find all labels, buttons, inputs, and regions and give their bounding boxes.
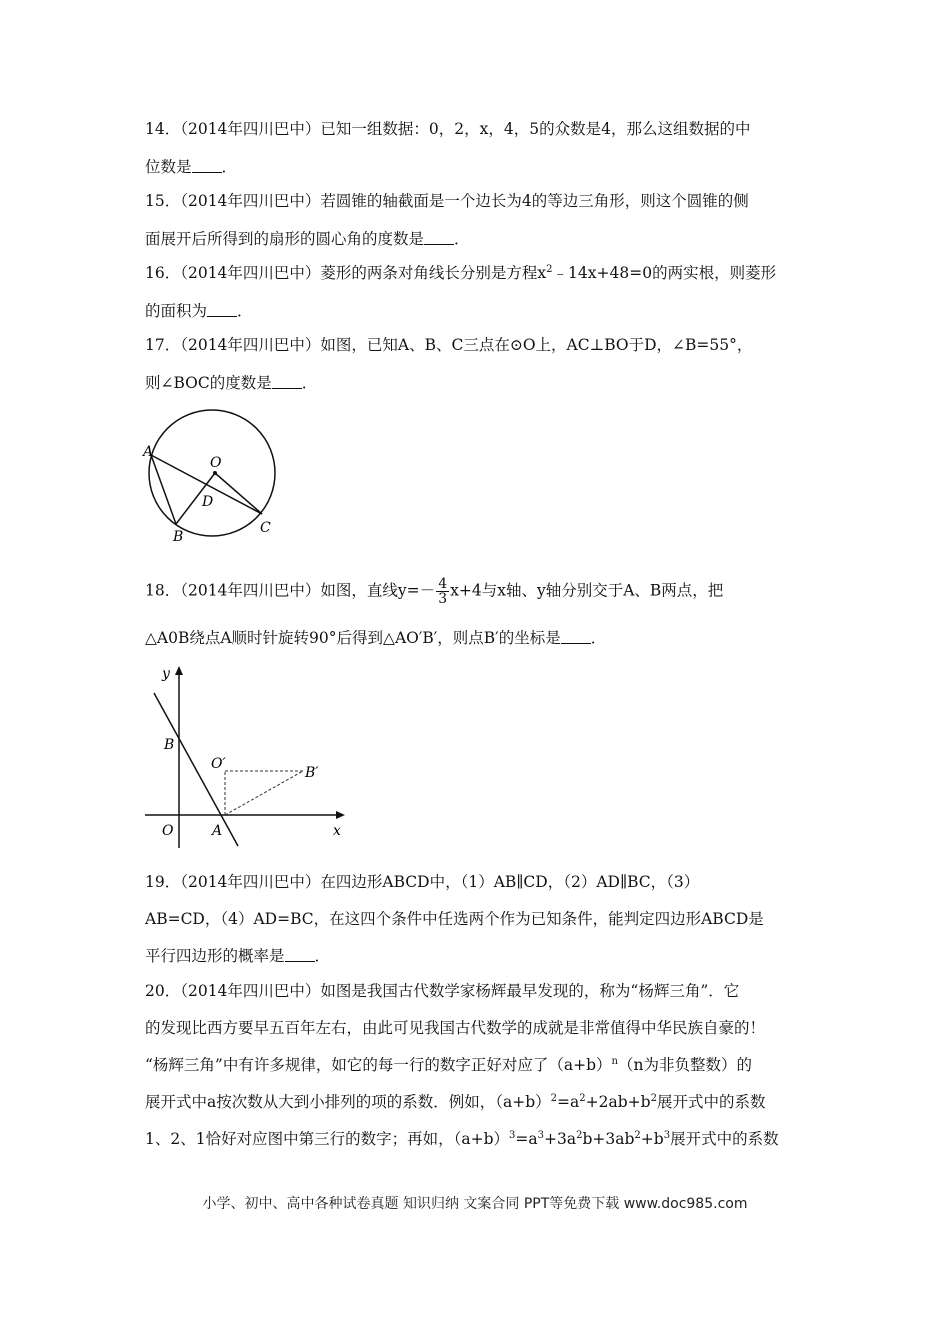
- fraction-numerator: 4: [438, 576, 448, 592]
- answer-blank: [272, 376, 302, 389]
- q18-text: △A0B绕点A顺时针旋转90°后得到△AO′B′，则点B′的坐标是: [145, 629, 561, 647]
- page-footer: 小学、初中、高中各种试卷真题 知识归纳 文案合同 PPT等免费下载 www.doc985.com: [202, 1196, 748, 1212]
- q14-line1: 14．（2014年四川巴中）已知一组数据：0，2，x，4，5的众数是4，那么这组数据的中: [145, 120, 751, 138]
- q20-l5-c: +3a: [543, 1130, 577, 1148]
- x-axis-arrow: [336, 811, 345, 819]
- q17-line2: [145, 373, 317, 393]
- q20-l5-sup3: 2: [576, 1130, 583, 1141]
- q18-line2: [145, 628, 606, 648]
- q20-line2: 的发现比西方要早五百年左右，由此可见我国古代数学的成就是非常值得中华民族自豪的！: [145, 1019, 766, 1037]
- q16-text: 的面积为: [145, 302, 208, 320]
- q20-l3-a: “杨辉三角”中有许多规律，如它的每一行的数字正好对应了（a+b）: [145, 1056, 612, 1074]
- q19-text: 平行四边形的概率是: [145, 947, 285, 965]
- q16-sup: 2: [546, 264, 553, 275]
- q20-l3-b: （n为非负整数）的: [617, 1056, 752, 1074]
- q20-line3: [145, 1055, 752, 1075]
- circle-figure: [135, 408, 295, 548]
- q20-l5-b: =a: [515, 1130, 538, 1148]
- q15-text: 面展开后所得到的扇形的圆心角的度数是: [145, 230, 425, 248]
- q16-text-a: 16．（2014年四川巴中）菱形的两条对角线长分别是方程x: [145, 264, 547, 282]
- label-o: O: [162, 823, 174, 839]
- q20-l5-sup1: 3: [509, 1130, 516, 1141]
- q20-l5-e: +b: [640, 1130, 664, 1148]
- q20-l5-f: 展开式中的系数: [670, 1130, 779, 1148]
- q20-l5-sup2: 3: [537, 1130, 544, 1141]
- q18-minus: －: [419, 581, 436, 600]
- label-y: y: [162, 666, 170, 682]
- q14-text: 位数是: [145, 158, 192, 176]
- q18-line1: [145, 577, 723, 606]
- q20-l3-sup: n: [611, 1056, 618, 1067]
- q20-l4-a: 展开式中a按次数从大到小排列的项的系数．例如，（a+b）: [145, 1093, 551, 1111]
- q15-line1: 15．（2014年四川巴中）若圆锥的轴截面是一个边长为4的等边三角形，则这个圆锥的侧: [145, 192, 749, 210]
- label-a: A: [143, 444, 154, 460]
- label-o-prime: O′: [211, 756, 226, 772]
- q18-end: ．: [590, 629, 607, 647]
- q20-l5-sup4: 2: [634, 1130, 641, 1141]
- fraction-denominator: 3: [438, 591, 448, 607]
- q16-line1: [145, 263, 776, 283]
- circle-o: [149, 410, 275, 536]
- center-point: [213, 471, 217, 475]
- q17-line1: 17．（2014年四川巴中）如图，已知A、B、C三点在⊙O上，AC⊥BO于D，∠B=55°，: [145, 336, 753, 354]
- q16-line2: [145, 301, 253, 321]
- q16-text-b: ﹣14x+48=0的两实根，则菱形: [552, 264, 777, 282]
- q20-l4-sup1: 2: [550, 1093, 558, 1104]
- q20-l4-d: 展开式中的系数: [656, 1093, 766, 1111]
- answer-blank: [424, 232, 454, 245]
- q20-l5-a: 1、2、1恰好对应图中第三行的数字；再如，（a+b）: [145, 1130, 509, 1148]
- label-c: C: [260, 520, 271, 536]
- q19-line2: AB=CD，（4）AD=BC，在这四个条件中任选两个作为已知条件，能判定四边形ABCD是: [145, 910, 764, 928]
- label-o: O: [210, 455, 222, 471]
- q16-end: ．: [237, 302, 253, 320]
- q20-l4-sup3: 2: [650, 1093, 657, 1104]
- q19-line1: 19．（2014年四川巴中）在四边形ABCD中，（1）AB∥CD，（2）AD∥BC，（3）: [145, 873, 700, 891]
- q18-text-a: 18．（2014年四川巴中）如图，直线y=: [145, 581, 420, 600]
- q19-line3: [145, 946, 330, 966]
- label-a: A: [212, 823, 223, 839]
- label-x: x: [333, 823, 341, 839]
- q20-l4-c: +2ab+b: [585, 1093, 651, 1111]
- q20-line4: [145, 1092, 765, 1112]
- q18-text-b: x+4与x轴、y轴分别交于A、B两点，把: [450, 581, 724, 600]
- q14-line2: [145, 157, 237, 177]
- y-axis-arrow: [175, 666, 183, 675]
- q20-l5-d: b+3ab: [582, 1130, 635, 1148]
- q20-line5: [145, 1129, 779, 1149]
- q17-text: 则∠BOC的度数是: [145, 374, 272, 392]
- label-b: B: [164, 737, 175, 753]
- answer-blank: [561, 631, 591, 644]
- label-b: B: [173, 529, 184, 545]
- q17-end: ．: [301, 374, 318, 392]
- answer-blank: [192, 160, 222, 173]
- q19-end: ．: [314, 947, 331, 965]
- q20-l5-sup5: 3: [663, 1130, 671, 1141]
- answer-blank: [285, 949, 315, 962]
- q15-end: ．: [454, 230, 470, 248]
- fraction: [436, 577, 449, 606]
- q14-end: ．: [221, 158, 238, 176]
- q20-l4-b: =a: [557, 1093, 580, 1111]
- label-d: D: [202, 494, 214, 510]
- q20-l4-sup2: 2: [579, 1093, 586, 1104]
- q15-line2: [145, 229, 470, 249]
- label-b-prime: B′: [305, 765, 319, 781]
- coordinate-figure: [140, 660, 360, 855]
- q20-line1: 20．（2014年四川巴中）如图是我国古代数学家杨辉最早发现的，称为“杨辉三角”．它: [145, 982, 740, 1000]
- answer-blank: [207, 304, 237, 317]
- dotted-a-b-prime: [225, 771, 303, 815]
